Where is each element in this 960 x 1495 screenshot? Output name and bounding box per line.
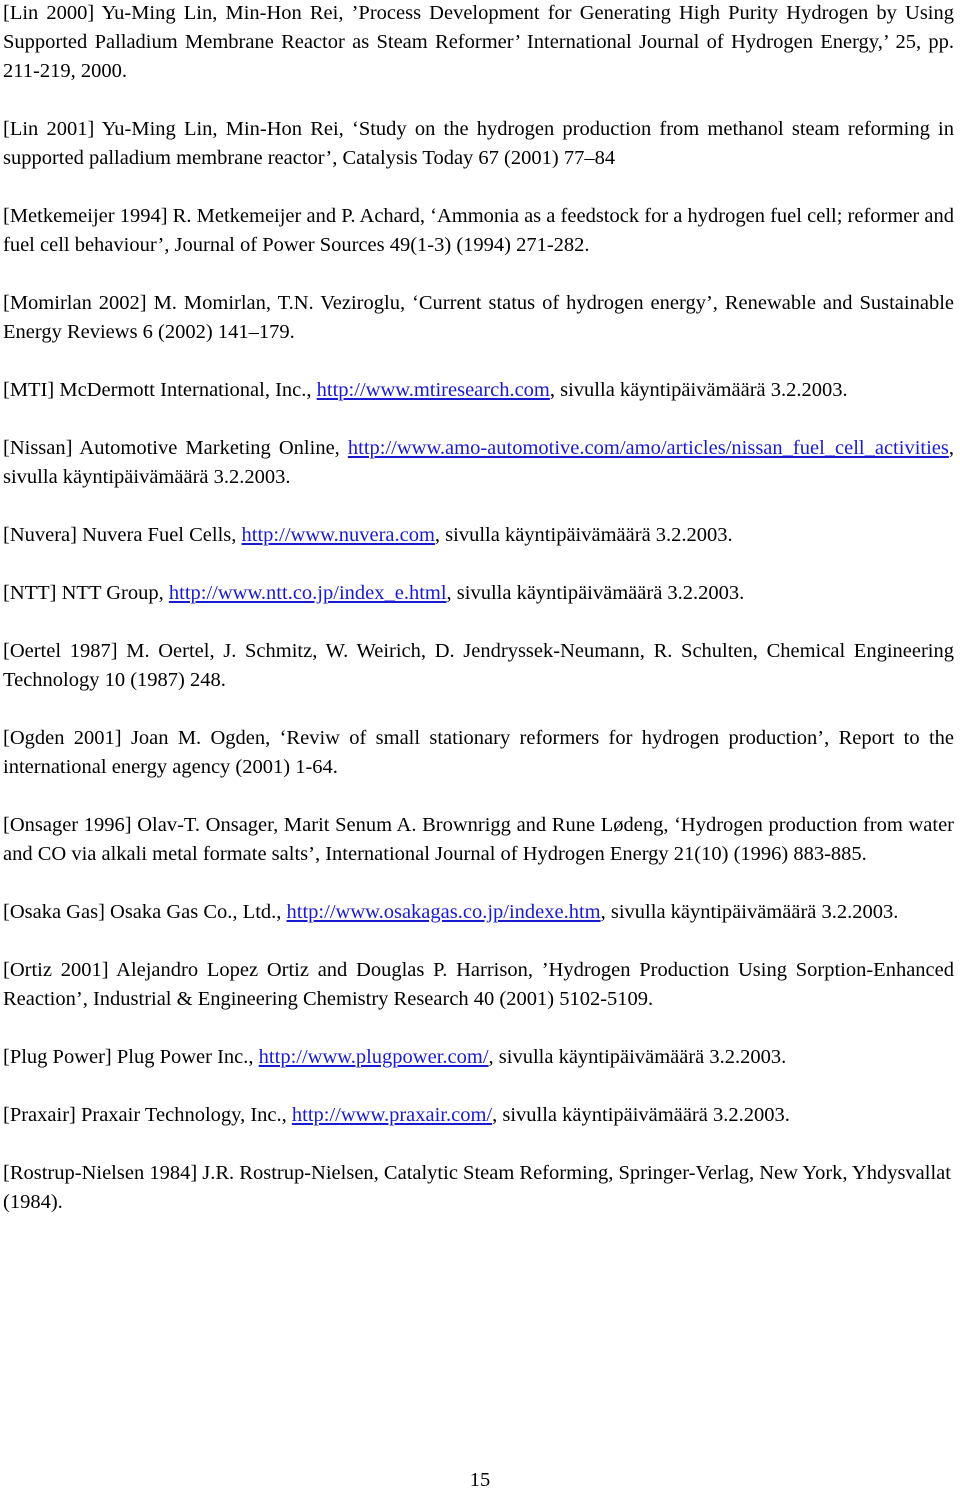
reference-text-suffix: , sivulla käyntipäivämäärä 3.2.2003.: [488, 1046, 787, 1068]
reference-link[interactable]: http://www.ntt.co.jp/index_e.html: [168, 582, 447, 604]
reference-ntt: [3, 579, 954, 608]
reference-link[interactable]: http://www.praxair.com/: [291, 1104, 493, 1126]
reference-text: [Nuvera] Nuvera Fuel Cells,: [3, 524, 242, 546]
reference-text-suffix: , sivulla käyntipäivämäärä 3.2.2003.: [446, 582, 745, 604]
reference-metkemeijer-1994: [3, 202, 954, 260]
reference-list: [3, 0, 954, 1246]
reference-text: [Ogden 2001] Joan M. Ogden, ‘Reviw of small stationary reformers for hydrogen production’, Report to the international energy agency (2001) 1-64.: [3, 727, 954, 778]
reference-text: [Osaka Gas] Osaka Gas Co., Ltd.,: [3, 901, 287, 923]
reference-onsager-1996: [3, 811, 954, 869]
reference-praxair: [3, 1101, 954, 1130]
reference-text: [Rostrup-Nielsen 1984] J.R. Rostrup-Nielsen, Catalytic Steam Reforming, Springer-Verlag, New York, Yhdysvallat (1984).: [3, 1162, 951, 1213]
reference-rostrup-nielsen-1984: [3, 1159, 954, 1217]
reference-text: [NTT] NTT Group,: [3, 582, 169, 604]
reference-text: [Lin 2000] Yu-Ming Lin, Min-Hon Rei, ’Process Development for Generating High Purity Hydrogen by Using Supported Palladium Membrane Reactor as Steam Reformer’ International Journal of Hydrogen Energy,’ 25, pp. 211-219, 2000.: [3, 2, 954, 82]
reference-text: [Oertel 1987] M. Oertel, J. Schmitz, W. Weirich, D. Jendryssek-Neumann, R. Schulten, Chemical Engineering Technology 10 (1987) 248.: [3, 640, 954, 691]
reference-lin-2001: [3, 115, 954, 173]
reference-text: [Metkemeijer 1994] R. Metkemeijer and P. Achard, ‘Ammonia as a feedstock for a hydrogen fuel cell; reformer and fuel cell behaviour’, Journal of Power Sources 49(1-3) (1994) 271-282.: [3, 205, 954, 256]
reference-text-suffix: , sivulla käyntipäivämäärä 3.2.2003.: [3, 437, 954, 488]
reference-ortiz-2001: [3, 956, 954, 1014]
reference-ogden-2001: [3, 724, 954, 782]
reference-text-suffix: , sivulla käyntipäivämäärä 3.2.2003.: [600, 901, 899, 923]
reference-nissan: [3, 434, 954, 492]
reference-link[interactable]: http://www.osakagas.co.jp/indexe.htm: [286, 901, 601, 923]
reference-link[interactable]: http://www.nuvera.com: [241, 524, 435, 546]
reference-link[interactable]: http://www.plugpower.com/: [258, 1046, 489, 1068]
reference-text: [Praxair] Praxair Technology, Inc.,: [3, 1104, 292, 1126]
reference-text-suffix: , sivulla käyntipäivämäärä 3.2.2003.: [434, 524, 733, 546]
reference-lin-2000: [3, 0, 954, 86]
reference-osaka-gas: [3, 898, 954, 927]
reference-text: [MTI] McDermott International, Inc.,: [3, 379, 317, 401]
reference-oertel-1987: [3, 637, 954, 695]
page-number: 15: [469, 1469, 491, 1491]
reference-link[interactable]: http://www.mtiresearch.com: [316, 379, 550, 401]
reference-text-suffix: , sivulla käyntipäivämäärä 3.2.2003.: [492, 1104, 790, 1126]
reference-text: [Nissan] Automotive Marketing Online,: [3, 437, 348, 459]
reference-link[interactable]: http://www.amo-automotive.com/amo/articles/nissan_fuel_cell_activities: [347, 437, 949, 459]
reference-nuvera: [3, 521, 954, 550]
reference-text: [Lin 2001] Yu-Ming Lin, Min-Hon Rei, ‘Study on the hydrogen production from methanol steam reforming in supported palladium membrane reactor’, Catalysis Today 67 (2001) 77–84: [3, 118, 954, 169]
reference-text-suffix: , sivulla käyntipäivämäärä 3.2.2003.: [549, 379, 848, 401]
reference-text: [Momirlan 2002] M. Momirlan, T.N. Veziroglu, ‘Current status of hydrogen energy’, Renewable and Sustainable Energy Reviews 6 (2002) 141–179.: [3, 292, 954, 343]
reference-plug-power: [3, 1043, 954, 1072]
reference-text: [Plug Power] Plug Power Inc.,: [3, 1046, 259, 1068]
reference-momirlan-2002: [3, 289, 954, 347]
reference-mti: [3, 376, 954, 405]
reference-text: [Onsager 1996] Olav-T. Onsager, Marit Senum A. Brownrigg and Rune Lødeng, ‘Hydrogen production from water and CO via alkali metal formate salts’, International Journal of Hydrogen Energy 21(10) (1996) 883-885.: [3, 814, 954, 865]
reference-text: [Ortiz 2001] Alejandro Lopez Ortiz and Douglas P. Harrison, ’Hydrogen Production Using Sorption-Enhanced Reaction’, Industrial & Engineering Chemistry Research 40 (2001) 5102-5109.: [3, 959, 954, 1010]
